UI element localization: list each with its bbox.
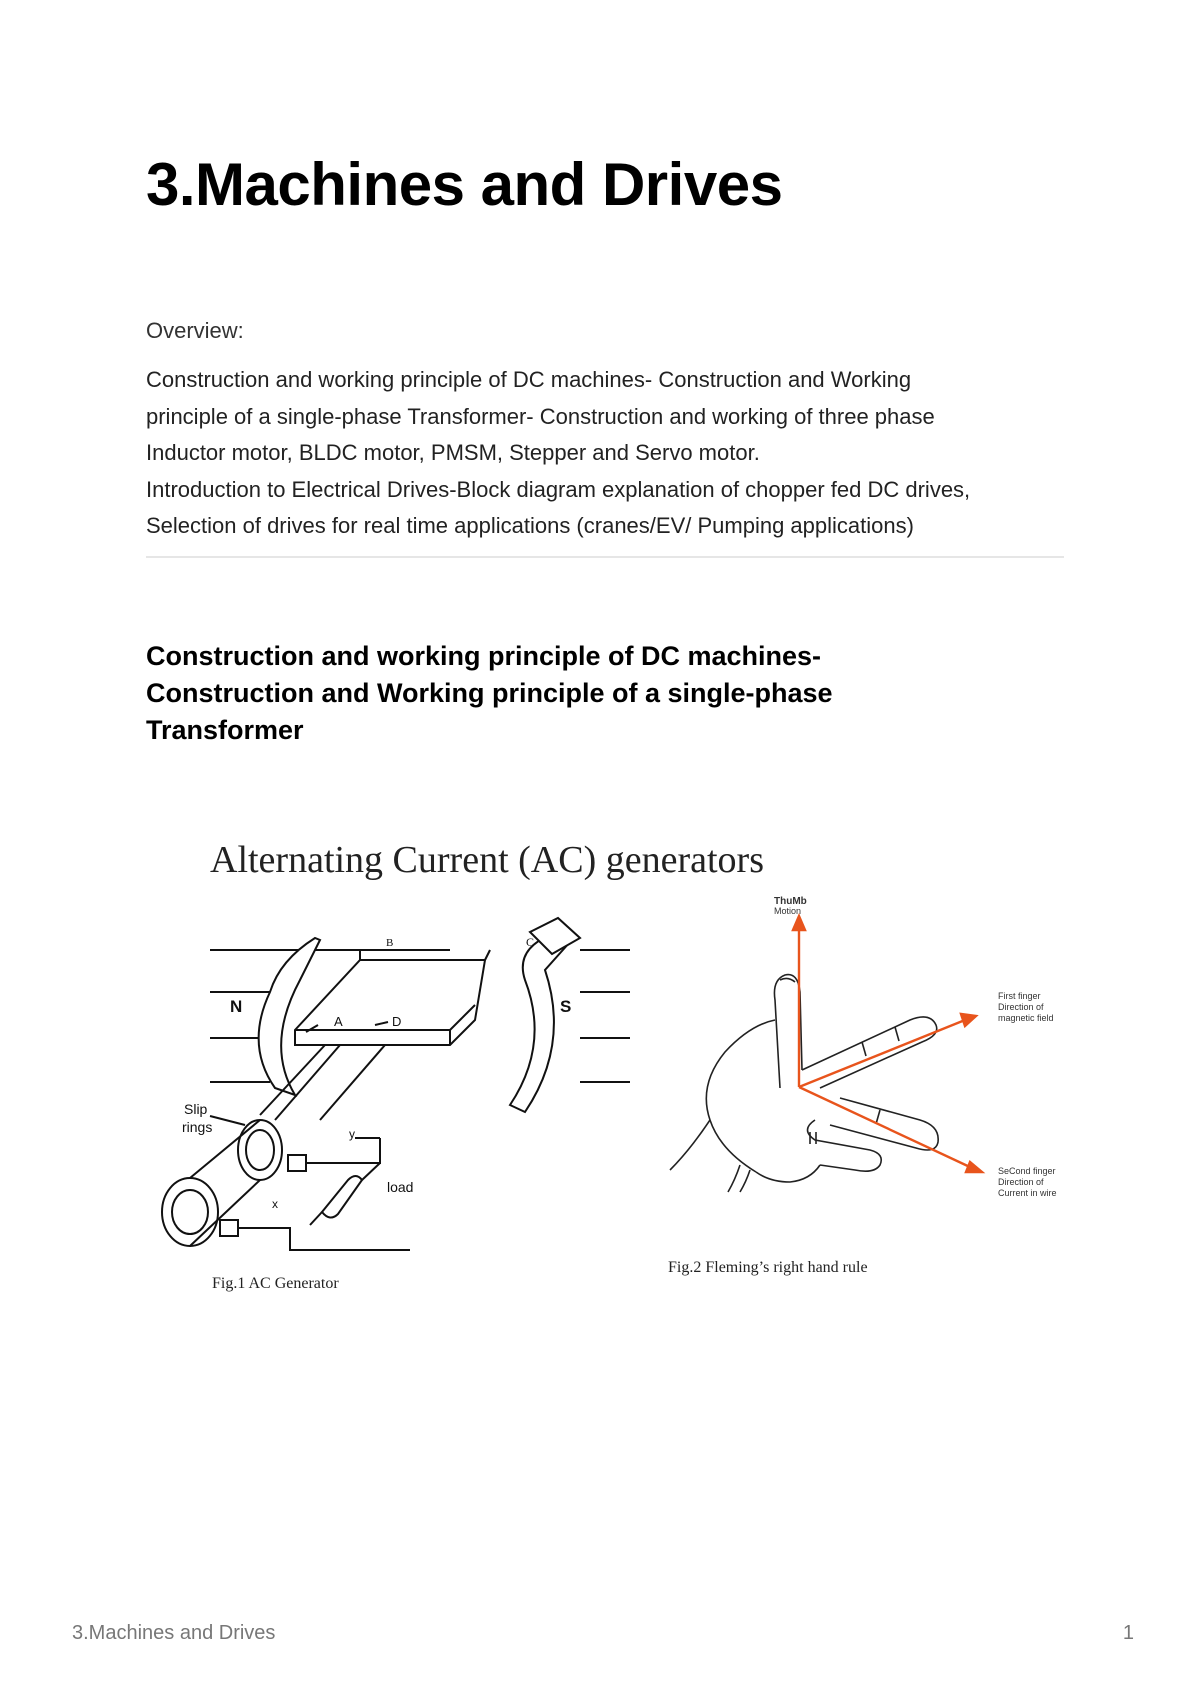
figure-caption-1: Fig.1 AC Generator — [212, 1275, 339, 1292]
second-finger-current-arrow — [799, 1087, 972, 1168]
second-finger-arrowhead-icon — [966, 1162, 982, 1172]
second-finger-label-line1: SeCond finger — [998, 1166, 1056, 1176]
first-finger-label-line3: magnetic field — [998, 1013, 1054, 1023]
load-label: load — [387, 1179, 414, 1195]
south-pole-label: S — [560, 997, 572, 1016]
north-pole-label: N — [230, 997, 243, 1016]
first-finger-label-line2: Direction of — [998, 1002, 1044, 1012]
slip-rings-label-line2: rings — [182, 1119, 213, 1135]
coil-label-c: C — [526, 935, 535, 949]
footer-document-title: 3.Machines and Drives — [72, 1622, 276, 1644]
coil-label-d: D — [392, 1014, 402, 1029]
overview-line: Selection of drives for real time applications (cranes/EV/ Pumping applications) — [146, 513, 914, 538]
section-heading: Construction and working principle of DC machines- Construction and Working principle of a single-phase Transformer — [146, 641, 833, 745]
ac-generator-figure — [150, 820, 1070, 1300]
overview-text — [146, 362, 1086, 545]
first-finger-arrowhead-icon — [961, 1014, 976, 1026]
overview-line: Inductor motor, BLDC motor, PMSM, Stepper and Servo motor. — [146, 440, 760, 465]
first-finger-field-arrow — [799, 1020, 965, 1087]
footer-page-number: 1 — [1122, 1622, 1134, 1644]
first-finger-label-line1: First finger — [998, 991, 1041, 1001]
terminal-y-label: y — [349, 1127, 355, 1141]
overview-line: Introduction to Electrical Drives-Block diagram explanation of chopper fed DC drives, — [146, 476, 971, 502]
fleming-arrows — [793, 916, 982, 1172]
ac-generator-diagram — [162, 918, 630, 1250]
second-finger-label-line3: Current in wire — [998, 1188, 1057, 1198]
thumb-arrowhead-icon — [793, 916, 805, 930]
thumb-label-line1: ThuMb — [774, 896, 807, 907]
terminal-x-label: x — [272, 1197, 278, 1211]
overview-label: Overview: — [146, 318, 244, 343]
coil-label-b: B — [386, 937, 394, 949]
coil-label-a: A — [334, 1014, 343, 1029]
fleming-labels — [774, 896, 1057, 1198]
figure-caption-2: Fig.2 Fleming’s right hand rule — [668, 1259, 868, 1276]
slip-rings-label-line1: Slip — [184, 1101, 208, 1117]
figure-title: Alternating Current (AC) generators — [210, 839, 764, 881]
second-finger-label-line2: Direction of — [998, 1177, 1044, 1187]
fleming-hand-drawing — [670, 975, 938, 1192]
overview-line: Construction and working principle of DC machines- Construction and Working — [146, 367, 912, 392]
section-divider — [146, 556, 1064, 558]
thumb-label-line2: Motion — [774, 906, 802, 916]
overview-line: principle of a single-phase Transformer- Construction and working of three phase — [146, 403, 935, 429]
page-title: 3.Machines and Drives — [146, 151, 783, 218]
